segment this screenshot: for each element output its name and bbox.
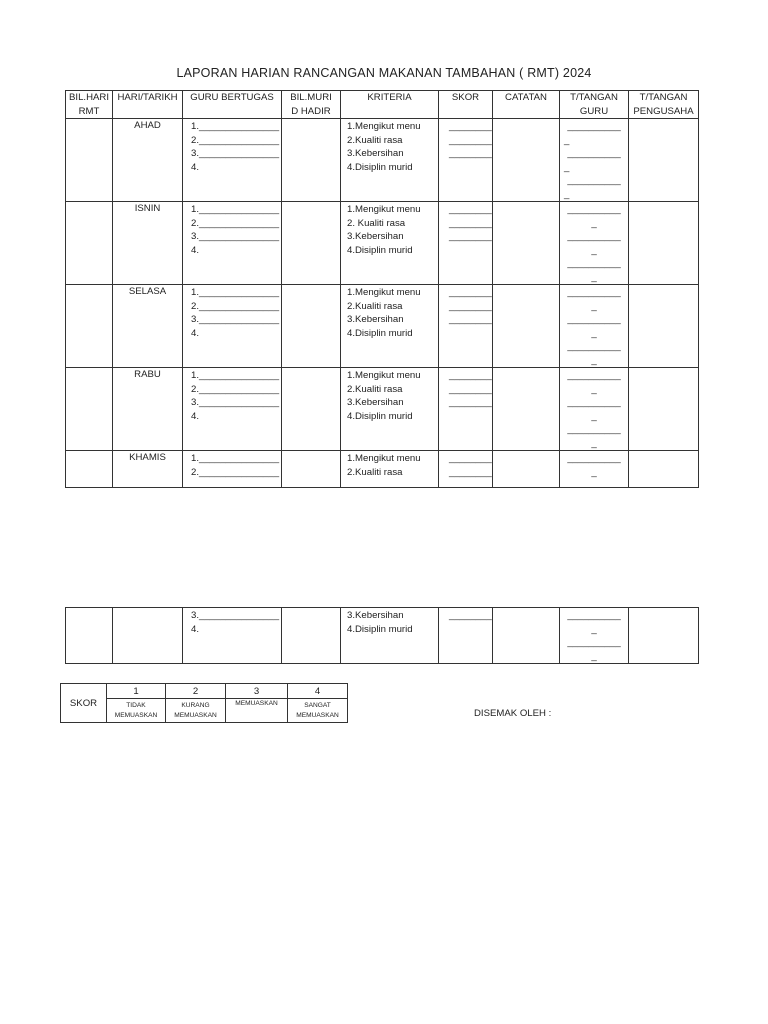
- signature-line[interactable]: __________: [567, 637, 621, 648]
- signature-line-tail: _: [591, 271, 597, 283]
- guru-line[interactable]: 1._______________: [191, 121, 280, 132]
- skor-list: [439, 451, 492, 479]
- header-catatan-label: CATATAN: [505, 92, 547, 103]
- signature-line[interactable]: __________: [567, 148, 621, 159]
- tt-guru-list: [560, 119, 628, 201]
- skor-blank[interactable]: ________: [449, 134, 492, 146]
- skor-blank[interactable]: ________: [449, 204, 492, 215]
- day-cell[interactable]: [113, 608, 183, 664]
- kriteria-item: 2.Kualiti rasa: [347, 383, 403, 395]
- guru-line[interactable]: 1._______________: [191, 287, 280, 298]
- tt-guru-list: [560, 608, 628, 663]
- guru-list: [183, 608, 281, 636]
- table-row: [66, 119, 699, 202]
- skor-cell: [439, 608, 493, 664]
- guru-line[interactable]: 3._______________: [191, 397, 280, 408]
- kriteria-item: 2.Kualiti rasa: [347, 300, 403, 312]
- kriteria-cell: [341, 608, 439, 664]
- tt-guru-list: [560, 202, 628, 284]
- tt-guru-cell: [560, 608, 629, 664]
- header-hari-tarikh: [113, 91, 183, 119]
- tt-guru-cell: [560, 202, 629, 285]
- skor-cell: [439, 285, 493, 368]
- guru-line[interactable]: 2._______________: [191, 466, 280, 478]
- header-skor: [439, 91, 493, 119]
- kriteria-item: 2.Kualiti rasa: [347, 134, 403, 146]
- header-kriteria: [341, 91, 439, 119]
- kriteria-list: [341, 451, 438, 479]
- catatan-cell[interactable]: [493, 608, 560, 664]
- header-skor-label: SKOR: [451, 92, 480, 103]
- signature-line-tail: _: [591, 437, 597, 449]
- day-label: RABU: [134, 369, 161, 380]
- tt-guru-list: [560, 451, 628, 479]
- skor-cell: [439, 119, 493, 202]
- kriteria-cell: [341, 368, 439, 451]
- header-bil-murid: [282, 91, 341, 119]
- kriteria-list: [341, 202, 438, 257]
- header-bil-hari-line2: RMT: [78, 105, 100, 117]
- bil-hari-cell[interactable]: [66, 368, 113, 451]
- daily-report-table: [65, 90, 699, 488]
- signature-line-tail: _: [591, 466, 597, 478]
- skor-cell: [439, 451, 493, 488]
- signature-line-tail: _: [564, 188, 570, 200]
- guru-bertugas-cell: [183, 451, 282, 488]
- skor-blank[interactable]: ________: [449, 121, 492, 132]
- score-desc-3-line1: MEMUASKAN: [235, 700, 278, 707]
- catatan-cell[interactable]: [493, 285, 560, 368]
- skor-blank[interactable]: ________: [449, 300, 492, 312]
- kriteria-list: [341, 119, 438, 174]
- score-desc-2: [166, 699, 226, 723]
- header-bil-hari-line1: BIL.HARI: [69, 92, 109, 103]
- guru-line[interactable]: 2._______________: [191, 217, 280, 229]
- score-desc-1-line1: TIDAK: [126, 702, 146, 709]
- bil-murid-cell[interactable]: [282, 608, 341, 664]
- score-desc-4: [288, 699, 348, 723]
- tt-pengusaha-cell[interactable]: [629, 451, 699, 488]
- kriteria-item: 4.Disiplin murid: [347, 161, 413, 173]
- score-desc-4-line2: MEMUASKAN: [296, 711, 339, 719]
- signature-line[interactable]: __________: [567, 204, 621, 215]
- kriteria-cell: [341, 202, 439, 285]
- guru-line[interactable]: 2._______________: [191, 383, 280, 395]
- kriteria-item: 3.Kebersihan: [347, 231, 404, 242]
- catatan-cell[interactable]: [493, 202, 560, 285]
- skor-blank[interactable]: ________: [449, 610, 492, 621]
- guru-line[interactable]: 2._______________: [191, 134, 280, 146]
- kriteria-list: [341, 608, 438, 636]
- skor-blank[interactable]: ________: [449, 148, 492, 159]
- score-desc-3: [226, 699, 288, 723]
- skor-list: [439, 368, 492, 410]
- signature-line[interactable]: __________: [567, 231, 621, 242]
- skor-list: [439, 285, 492, 327]
- signature-line-tail: _: [591, 410, 597, 422]
- table-row: [66, 202, 699, 285]
- signature-line-tail: _: [564, 134, 570, 146]
- score-desc-1-line2: MEMUASKAN: [114, 711, 158, 719]
- header-catatan: [493, 91, 560, 119]
- signature-line[interactable]: __________: [567, 424, 621, 435]
- kriteria-item: 1.Mengikut menu: [347, 370, 421, 381]
- skor-list: [439, 119, 492, 161]
- header-bil-murid-line2: D HADIR: [291, 105, 331, 117]
- header-bil-hari: [66, 91, 113, 119]
- table-header-row: [66, 91, 699, 119]
- kriteria-item: 4.Disiplin murid: [347, 410, 413, 422]
- skor-blank[interactable]: ________: [449, 397, 492, 408]
- guru-line[interactable]: 3._______________: [191, 148, 280, 159]
- score-number-2: 2: [166, 684, 226, 699]
- page-title: LAPORAN HARIAN RANCANGAN MAKANAN TAMBAHAN ( RMT) 2024: [176, 66, 592, 80]
- day-cell: [113, 368, 183, 451]
- signature-line[interactable]: __________: [567, 397, 621, 408]
- bil-murid-cell[interactable]: [282, 285, 341, 368]
- signature-line[interactable]: __________: [567, 370, 621, 381]
- signature-line[interactable]: __________: [567, 121, 621, 132]
- guru-line[interactable]: 4.: [191, 161, 200, 173]
- continuation-table: [65, 607, 699, 664]
- day-label: AHAD: [134, 120, 161, 131]
- tt-pengusaha-cell[interactable]: [629, 202, 699, 285]
- guru-list: [183, 202, 281, 257]
- bil-murid-cell[interactable]: [282, 202, 341, 285]
- signature-line[interactable]: __________: [567, 175, 621, 186]
- signature-line[interactable]: __________: [567, 453, 621, 464]
- score-number-3: 3: [226, 684, 288, 699]
- skor-cell: [439, 368, 493, 451]
- tt-guru-cell: [560, 285, 629, 368]
- kriteria-item: 2. Kualiti rasa: [347, 217, 406, 229]
- tt-guru-cell: [560, 119, 629, 202]
- tt-guru-cell: [560, 368, 629, 451]
- guru-bertugas-cell: [183, 608, 282, 664]
- bil-hari-cell[interactable]: [66, 285, 113, 368]
- score-number-1: 1: [107, 684, 166, 699]
- kriteria-item: 1.Mengikut menu: [347, 121, 421, 132]
- disemak-oleh-label: DISEMAK OLEH :: [474, 708, 552, 719]
- header-bil-murid-line1: BIL.MURI: [290, 92, 332, 103]
- kriteria-item: 3.Kebersihan: [347, 397, 404, 408]
- day-cell: [113, 202, 183, 285]
- header-tt-pengusaha-line2: PENGUSAHA: [633, 105, 694, 117]
- kriteria-item: 3.Kebersihan: [347, 314, 404, 325]
- bil-hari-cell[interactable]: [66, 119, 113, 202]
- score-desc-2-line1: KURANG: [181, 702, 210, 709]
- kriteria-item: 3.Kebersihan: [347, 148, 404, 159]
- guru-list: [183, 119, 281, 174]
- guru-line[interactable]: 2._______________: [191, 300, 280, 312]
- signature-line-tail: _: [564, 161, 570, 173]
- guru-list: [183, 285, 281, 340]
- day-label: ISNIN: [134, 203, 161, 214]
- header-tt-guru-line2: GURU: [579, 105, 609, 117]
- signature-line[interactable]: __________: [567, 287, 621, 298]
- header-tt-pengusaha-line1: T/TANGAN: [639, 92, 688, 103]
- signature-line-tail: _: [591, 383, 597, 395]
- day-cell: [113, 119, 183, 202]
- kriteria-cell: [341, 451, 439, 488]
- table-row: [66, 368, 699, 451]
- score-legend-label: SKOR: [61, 684, 107, 723]
- guru-bertugas-cell: [183, 285, 282, 368]
- guru-line[interactable]: 4.: [191, 244, 200, 256]
- kriteria-cell: [341, 285, 439, 368]
- tt-pengusaha-cell[interactable]: [629, 608, 699, 664]
- signature-line-tail: _: [591, 623, 597, 635]
- score-desc-2-line2: MEMUASKAN: [174, 711, 217, 719]
- tt-pengusaha-cell[interactable]: [629, 119, 699, 202]
- kriteria-item: 4.Disiplin murid: [347, 327, 413, 339]
- guru-bertugas-cell: [183, 368, 282, 451]
- skor-cell: [439, 202, 493, 285]
- bil-murid-cell[interactable]: [282, 368, 341, 451]
- kriteria-list: [341, 285, 438, 340]
- skor-blank[interactable]: ________: [449, 370, 492, 381]
- header-tt-guru: [560, 91, 629, 119]
- signature-line-tail: _: [591, 650, 597, 662]
- guru-list: [183, 451, 281, 479]
- bil-murid-cell[interactable]: [282, 119, 341, 202]
- guru-list: [183, 368, 281, 423]
- kriteria-item: 1.Mengikut menu: [347, 204, 421, 215]
- score-legend-table: [60, 683, 348, 723]
- score-desc-4-line1: SANGAT: [304, 702, 331, 709]
- guru-line[interactable]: 3._______________: [191, 610, 280, 621]
- bil-hari-cell[interactable]: [66, 451, 113, 488]
- skor-blank[interactable]: ________: [449, 217, 492, 229]
- signature-line-tail: _: [591, 327, 597, 339]
- score-number-4: 4: [288, 684, 348, 699]
- signature-line[interactable]: __________: [567, 258, 621, 269]
- guru-line[interactable]: 4.: [191, 327, 200, 339]
- header-tt-pengusaha: [629, 91, 699, 119]
- signature-line[interactable]: __________: [567, 341, 621, 352]
- signature-line-tail: _: [591, 300, 597, 312]
- day-label: KHAMIS: [129, 452, 166, 463]
- header-guru-bertugas: [183, 91, 282, 119]
- tt-pengusaha-cell[interactable]: [629, 285, 699, 368]
- kriteria-item: 3.Kebersihan: [347, 610, 404, 621]
- skor-list: [439, 202, 492, 244]
- score-desc-1: [107, 699, 166, 723]
- catatan-cell[interactable]: [493, 119, 560, 202]
- catatan-cell[interactable]: [493, 451, 560, 488]
- skor-blank[interactable]: ________: [449, 314, 492, 325]
- guru-line[interactable]: 1._______________: [191, 204, 280, 215]
- signature-line[interactable]: __________: [567, 314, 621, 325]
- guru-line[interactable]: 4.: [191, 410, 200, 422]
- kriteria-item: 2.Kualiti rasa: [347, 466, 403, 478]
- tt-guru-list: [560, 285, 628, 367]
- bil-hari-cell[interactable]: [66, 202, 113, 285]
- header-guru-bertugas-label: GURU BERTUGAS: [190, 92, 274, 103]
- day-cell: [113, 451, 183, 488]
- day-label: SELASA: [128, 286, 167, 297]
- skor-blank[interactable]: ________: [449, 383, 492, 395]
- signature-line-tail: _: [591, 354, 597, 366]
- table-row: [66, 451, 699, 488]
- kriteria-cell: [341, 119, 439, 202]
- guru-line[interactable]: 3._______________: [191, 314, 280, 325]
- guru-bertugas-cell: [183, 119, 282, 202]
- kriteria-item: 1.Mengikut menu: [347, 287, 421, 298]
- day-cell: [113, 285, 183, 368]
- guru-line[interactable]: 1._______________: [191, 370, 280, 381]
- table-row: [66, 608, 699, 664]
- kriteria-item: 4.Disiplin murid: [347, 244, 413, 256]
- header-tt-guru-line1: T/TANGAN: [570, 92, 618, 103]
- signature-line-tail: _: [591, 217, 597, 229]
- skor-blank[interactable]: ________: [449, 231, 492, 242]
- kriteria-item: 1.Mengikut menu: [347, 453, 421, 464]
- skor-blank[interactable]: ________: [449, 453, 492, 464]
- guru-line[interactable]: 4.: [191, 623, 200, 635]
- guru-bertugas-cell: [183, 202, 282, 285]
- bil-murid-cell[interactable]: [282, 451, 341, 488]
- kriteria-item: 4.Disiplin murid: [347, 623, 413, 635]
- tt-guru-cell: [560, 451, 629, 488]
- skor-blank[interactable]: ________: [449, 287, 492, 298]
- skor-list: [439, 608, 492, 623]
- table-row: [66, 285, 699, 368]
- signature-line-tail: _: [591, 244, 597, 256]
- signature-line[interactable]: __________: [567, 610, 621, 621]
- kriteria-list: [341, 368, 438, 423]
- guru-line[interactable]: 3._______________: [191, 231, 280, 242]
- tt-guru-list: [560, 368, 628, 450]
- skor-blank[interactable]: ________: [449, 466, 492, 478]
- guru-line[interactable]: 1._______________: [191, 453, 280, 464]
- tt-pengusaha-cell[interactable]: [629, 368, 699, 451]
- header-hari-tarikh-label: HARI/TARIKH: [117, 92, 178, 103]
- bil-hari-cell[interactable]: [66, 608, 113, 664]
- header-kriteria-label: KRITERIA: [367, 92, 412, 103]
- catatan-cell[interactable]: [493, 368, 560, 451]
